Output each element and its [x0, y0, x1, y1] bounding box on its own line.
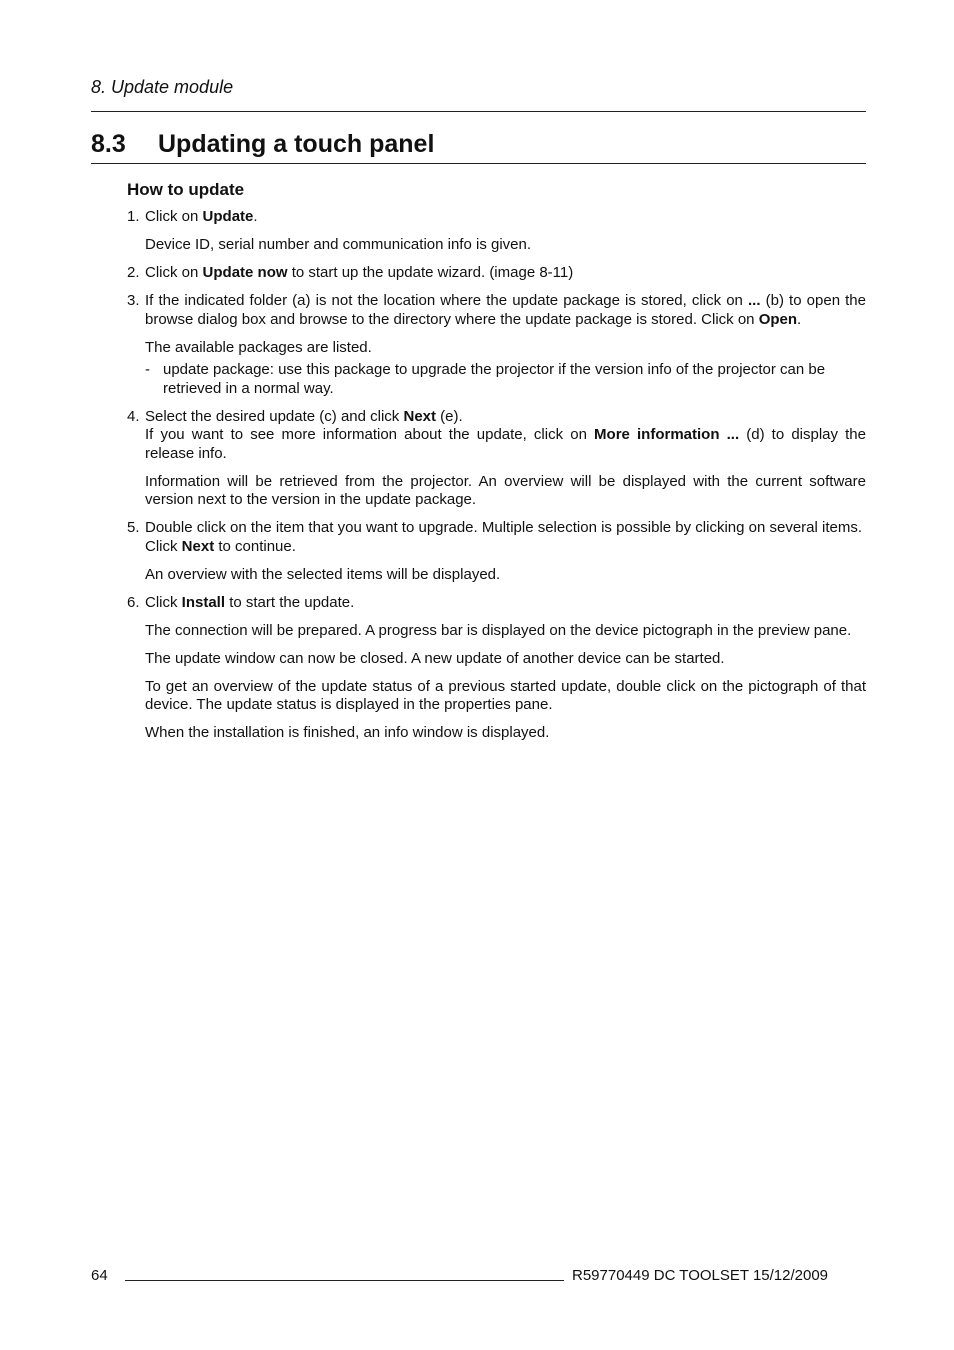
section-title-text: Updating a touch panel [158, 130, 435, 158]
step-note: The connection will be prepared. A progress bar is displayed on the device pictograph in the preview pane. [145, 621, 852, 639]
section-number: 8.3 [91, 130, 126, 158]
ui-term: Open [758, 310, 798, 328]
step-note: An overview with the selected items will be displayed. [145, 565, 501, 583]
text-run: (d) to display the release info. [145, 426, 866, 462]
step-instruction [145, 208, 866, 227]
text-run: Click [145, 593, 182, 611]
step-2 [127, 264, 866, 283]
title-rule [91, 163, 866, 164]
header-rule [91, 111, 866, 112]
text-run: . [253, 208, 258, 225]
ui-term: Next [181, 537, 215, 555]
bullet-text: update package: use this package to upgrade the projector if the version info of the projector can be retrieved in a normal way. [163, 361, 826, 397]
step-3 [127, 292, 866, 398]
step-instruction [145, 264, 866, 283]
step-number: 5. [127, 519, 140, 536]
subheading: How to update [127, 180, 245, 199]
steps-list [127, 208, 866, 752]
step-5 [127, 519, 866, 584]
ui-term: Next [403, 407, 436, 425]
step-note: When the installation is finished, an info window is displayed. [145, 724, 550, 741]
footer-doc-info: R59770449 DC TOOLSET 15/12/2009 [572, 1267, 829, 1284]
step-instruction [145, 519, 866, 556]
text-run: to start the update. [225, 593, 355, 611]
section-title [91, 130, 434, 159]
text-run: to continue. [214, 537, 296, 555]
bullet-dash: - [145, 361, 150, 378]
step-instruction [145, 408, 866, 464]
step-number: 2. [127, 264, 140, 281]
ui-term: More information ... [594, 426, 740, 443]
text-run: If you want to see more information about the update, click on [145, 426, 595, 443]
text-run: Click on [145, 208, 203, 225]
footer-rule [125, 1280, 564, 1281]
text-run: Click on [145, 264, 203, 281]
step-note: The available packages are listed. [145, 338, 372, 356]
step-number: 4. [127, 407, 140, 425]
ui-term: Update now [202, 264, 288, 281]
step-instruction [145, 594, 866, 613]
running-header: 8. Update module [91, 77, 234, 97]
text-run: Double click on the item that you want to upgrade. Multiple selection is possible by clicking on several items. [145, 519, 863, 536]
ui-term: ... [747, 292, 761, 309]
text-run: to start up the update wizard. (image 8-11) [287, 264, 574, 281]
step-number: 3. [127, 292, 140, 309]
ui-term: Install [181, 593, 226, 611]
text-run: If the indicated folder (a) is not the location where the update package is stored, click on [145, 292, 748, 309]
text-run: (e). [436, 407, 463, 425]
step-4 [127, 408, 866, 510]
ui-term: Update [202, 208, 254, 225]
text-run: . [797, 310, 802, 328]
step-1 [127, 208, 866, 255]
step-number: 6. [127, 593, 140, 611]
text-run: (b) to open the browse dialog box and browse to the directory where the update package is stored. Click on [145, 292, 866, 328]
step-6 [127, 594, 866, 743]
bullet-item [145, 361, 866, 398]
step-number: 1. [127, 208, 140, 225]
text-run: Select the desired update (c) and click [145, 407, 404, 425]
step-note: To get an overview of the update status of a previous started update, double click on the pictograph of that device. The update status is displayed in the properties pane. [145, 677, 866, 713]
step-note: The update window can now be closed. A new update of another device can be started. [145, 649, 725, 667]
step-note: Device ID, serial number and communication info is given. [145, 236, 532, 253]
step-note: Information will be retrieved from the projector. An overview will be displayed with the current software version next to the version in the update package. [145, 472, 866, 508]
page-number: 64 [91, 1267, 108, 1284]
text-run: Click [145, 537, 182, 555]
step-instruction [145, 292, 866, 329]
